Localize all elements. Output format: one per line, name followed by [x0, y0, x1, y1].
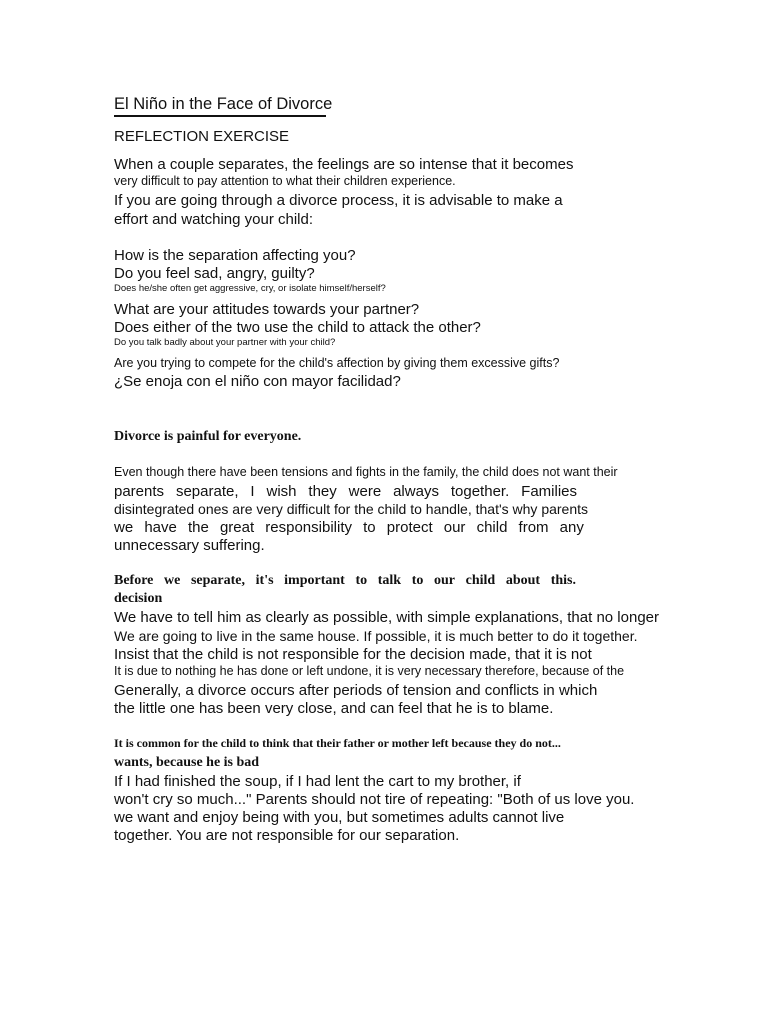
word: wish	[266, 483, 297, 500]
paragraph-line: If I had finished the soup, if I had lent the cart to my brother, if	[114, 773, 521, 790]
section-heading: It is common for the child to think that their father or mother left because they do not...	[114, 736, 561, 750]
word: about	[505, 573, 541, 588]
paragraph-line: Generally, a divorce occurs after periods of tension and conflicts in which	[114, 682, 598, 699]
paragraph-line: It is due to nothing he has done or left undone, it is very necessary therefore, because of the	[114, 664, 625, 678]
word: our	[443, 519, 466, 536]
word: Before	[114, 573, 154, 588]
section-heading: Divorce is painful for everyone.	[114, 429, 302, 444]
paragraph-line: We have to tell him as clearly as possible, with simple explanations, that no longer	[114, 609, 660, 626]
word: always	[393, 483, 439, 500]
word: they	[308, 483, 337, 500]
document-title: El Niño in the Face of Divorce	[114, 95, 333, 113]
question-line: ¿Se enoja con el niño con mayor facilidad?	[114, 373, 401, 390]
paragraph-line: Insist that the child is not responsible for the decision made, that it is not	[114, 646, 592, 663]
word: we	[114, 519, 134, 536]
question-line: Does either of the two use the child to attack the other?	[114, 319, 481, 336]
word: the	[187, 519, 209, 536]
section-heading-continued: wants, because he is bad	[114, 755, 260, 770]
title-underline	[114, 115, 326, 117]
paragraph-line: we want and enjoy being with you, but sometimes adults cannot live	[114, 809, 565, 826]
word: have	[144, 519, 177, 536]
word: important	[284, 573, 345, 588]
word: were	[348, 483, 382, 500]
word: our	[434, 573, 456, 588]
paragraph-line: unnecessary suffering.	[114, 537, 265, 554]
paragraph-line: won't cry so much..." Parents should not tire of repeating: "Both of us love you.	[114, 791, 635, 808]
exercise-subtitle: REFLECTION EXERCISE	[114, 128, 290, 145]
question-line: How is the separation affecting you?	[114, 247, 356, 264]
intro-line: effort and watching your child:	[114, 211, 314, 228]
paragraph-line: the little one has been very close, and can feel that he is to blame.	[114, 700, 554, 717]
word: to	[363, 519, 376, 536]
word: great	[219, 519, 255, 536]
word: any	[559, 519, 584, 536]
paragraph-line: We are going to live in the same house. If possible, it is much better to do it together.	[114, 628, 638, 644]
word: responsibility	[265, 519, 352, 536]
word: child	[465, 573, 496, 588]
word: it's	[255, 573, 274, 588]
word: together.	[450, 483, 510, 500]
paragraph-line: disintegrated ones are very difficult for the child to handle, that's why parents	[114, 501, 589, 517]
paragraph-line	[114, 483, 577, 500]
section-heading-continued: decision	[114, 591, 163, 606]
word: from	[518, 519, 549, 536]
question-line: Are you trying to compete for the child's affection by giving them excessive gifts?	[114, 356, 560, 370]
section-heading	[114, 573, 576, 589]
word: talk	[377, 573, 402, 588]
word: I	[250, 483, 255, 500]
word: separate,	[175, 483, 239, 500]
word: separate,	[190, 573, 246, 588]
paragraph-line: together. You are not responsible for our separation.	[114, 827, 460, 844]
paragraph-line: Even though there have been tensions and fights in the family, the child does not want their	[114, 465, 618, 479]
question-line: Do you talk badly about your partner with your child?	[114, 337, 336, 348]
intro-line: very difficult to pay attention to what their children experience.	[114, 174, 456, 188]
word: we	[164, 573, 181, 588]
intro-line: If you are going through a divorce process, it is advisable to make a	[114, 192, 563, 209]
question-line: What are your attitudes towards your partner?	[114, 301, 420, 318]
question-line: Does he/she often get aggressive, cry, or isolate himself/herself?	[114, 283, 386, 294]
word: to	[355, 573, 368, 588]
question-line: Do you feel sad, angry, guilty?	[114, 265, 315, 282]
word: parents	[114, 483, 165, 500]
word: child	[476, 519, 508, 536]
word: this.	[550, 573, 576, 588]
word: protect	[386, 519, 433, 536]
word: to	[411, 573, 424, 588]
intro-line: When a couple separates, the feelings are so intense that it becomes	[114, 156, 574, 173]
word: Families	[521, 483, 577, 500]
paragraph-line	[114, 519, 584, 536]
